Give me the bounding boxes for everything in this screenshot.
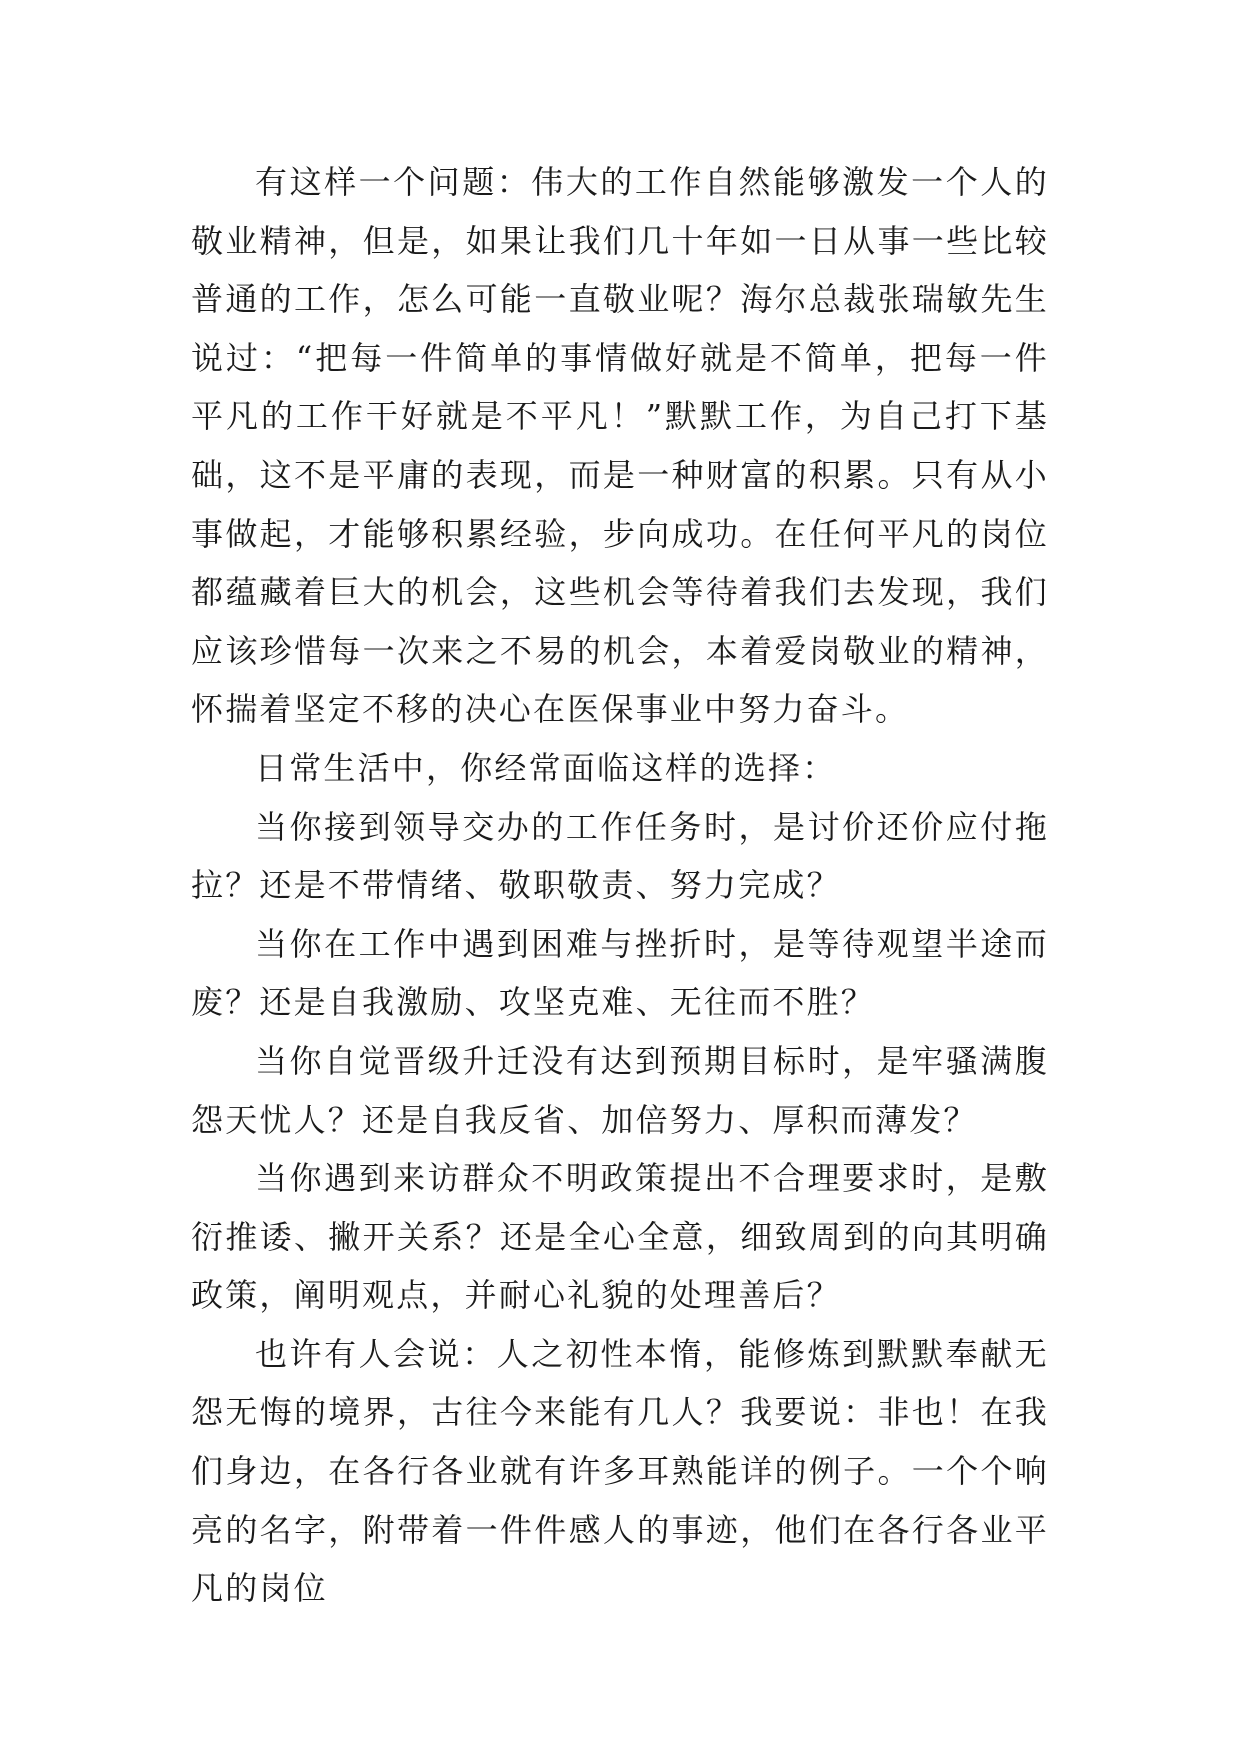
paragraph: 当你在工作中遇到困难与挫折时，是等待观望半途而废？还是自我激励、攻坚克难、无往而不胜？ [191, 924, 1049, 1022]
paragraph: 当你自觉晋级升迁没有达到预期目标时，是牢骚满腹怨天忧人？还是自我反省、加倍努力、厚积而薄发？ [191, 1041, 1049, 1139]
paragraph: 当你遇到来访群众不明政策提出不合理要求时，是敷衍推诿、撇开关系？还是全心全意，细致周到的向其明确政策，阐明观点，并耐心礼貌的处理善后？ [191, 1159, 1049, 1315]
paragraph: 日常生活中，你经常面临这样的选择： [255, 748, 837, 787]
paragraph: 当你接到领导交办的工作任务时，是讨价还价应付拖拉？还是不带情绪、敬职敬责、努力完成？ [191, 807, 1049, 905]
paragraph: 也许有人会说：人之初性本惰，能修炼到默默奉献无怨无悔的境界，古往今来能有几人？我要说：非也！在我们身边，在各行各业就有许多耳熟能详的例子。一个个响亮的名字，附带着一件件感人的事迹，他们在各行各业平凡的岗位 [191, 1334, 1049, 1608]
paragraph: 有这样一个问题：伟大的工作自然能够激发一个人的敬业精神，但是，如果让我们几十年如一日从事一些比较普通的工作，怎么可能一直敬业呢？海尔总裁张瑞敏先生说过：“把每一件简单的事情做好就是不简单，把每一件平凡的工作干好就是不平凡！”默默工作，为自己打下基础，这不是平庸的表现，而是一种财富的积累。只有从小事做起，才能够积累经验，步向成功。在任何平凡的岗位都蕴藏着巨大的机会，这些机会等待着我们去发现，我们应该珍惜每一次来之不易的机会，本着爱岗敬业的精神，怀揣着坚定不移的决心在医保事业中努力奋斗。 [191, 163, 1049, 729]
document-body [191, 153, 1049, 1618]
